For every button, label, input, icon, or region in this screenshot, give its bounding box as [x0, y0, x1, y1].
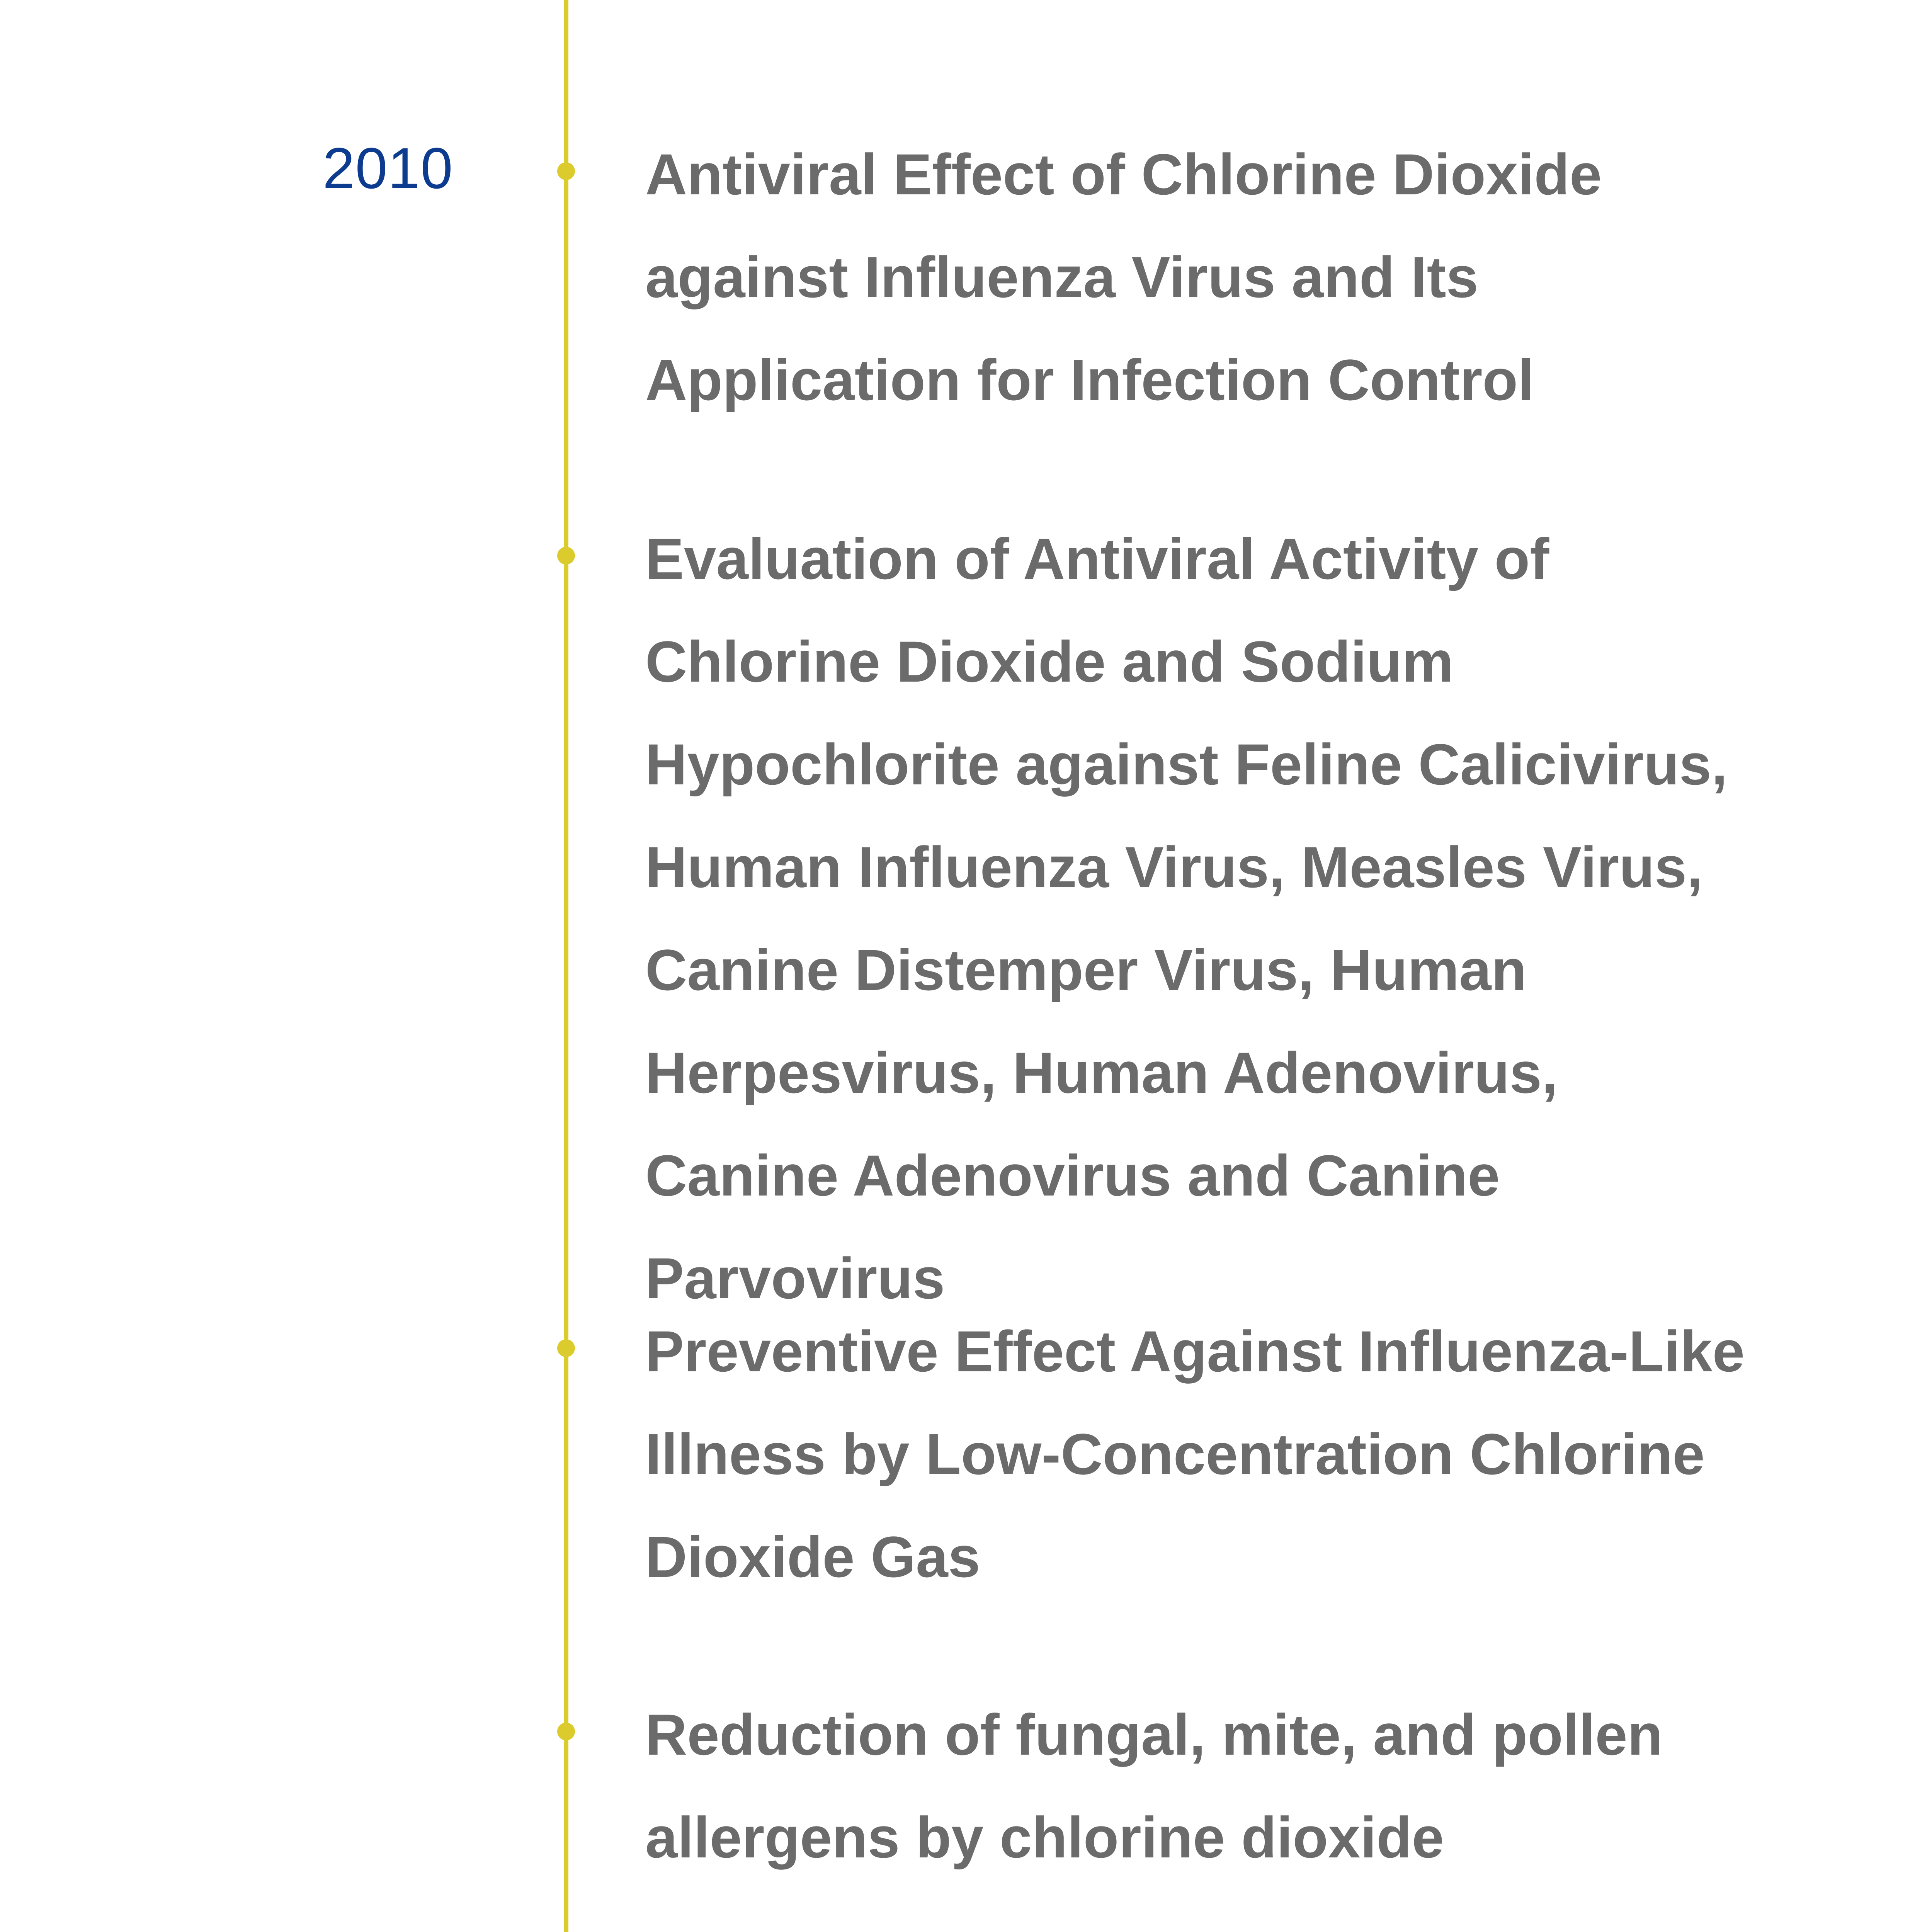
timeline-entry-title: Preventive Effect Against Influenza-Like Illness by Low-Concentration Chlorine Dioxide Gas — [645, 1319, 1745, 1589]
timeline-entry-title: Reduction of fungal, mite, and pollen allergens by chlorine dioxide — [645, 1702, 1663, 1870]
timeline-line — [564, 0, 568, 1932]
timeline-dot — [557, 1339, 575, 1357]
timeline-dot — [557, 162, 575, 180]
timeline-entry-title: Antiviral Effect of Chlorine Dioxide against Influenza Virus and Its Application for Infection Control — [645, 142, 1602, 412]
timeline-dot — [557, 547, 575, 565]
timeline-entry-title: Evaluation of Antiviral Activity of Chlorine Dioxide and Sodium Hypochlorite against Feline Calicivirus, Human Influenza Virus, Measles Virus, Canine Distemper Virus, Human Herpesvirus, Human Adenovirus, Canine Adenovirus and Canine Parvovirus — [645, 526, 1728, 1311]
timeline-year: 2010 — [323, 136, 453, 201]
timeline-dot — [557, 1723, 575, 1740]
